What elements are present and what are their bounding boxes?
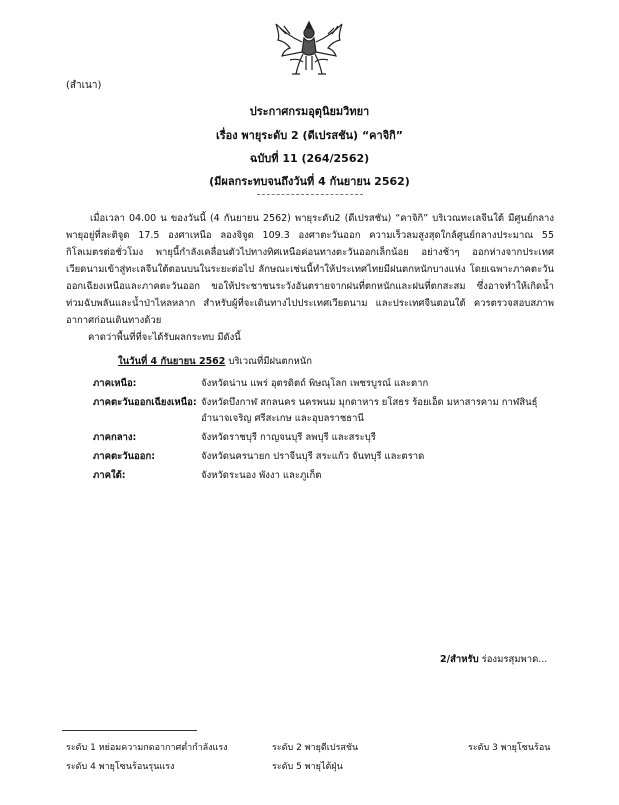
region-provinces: จังหวัดนครนายก ปราจีนบุรี สระแก้ว จันทบุรี และตราด	[201, 451, 425, 462]
region-provinces: จังหวัดบึงกาฬ สกลนคร นครพนม มุกดาหาร ยโสธร ร้อยเอ็ด มหาสารคาม กาฬสินธุ์ อำนาจเจริญ ศรีสะเกษ และอุบลราชธานี	[201, 397, 538, 424]
region-name: ภาคกลาง:	[93, 432, 137, 443]
legend-level-3: ระดับ 3 พายุโซนร้อน	[468, 743, 551, 753]
effective-period: (มีผลกระทบจนถึงวันที่ 4 กันยายน 2562)	[209, 175, 410, 188]
continuation-bold: 2/สำหรับ	[440, 654, 479, 665]
region-row	[93, 468, 563, 484]
copy-label: (สำเนา)	[66, 80, 102, 91]
region-provinces: จังหวัดราชบุรี กาญจนบุรี ลพบุรี และสระบุรี	[201, 432, 376, 443]
forecast-date-line	[118, 354, 312, 369]
forecast-date: ในวันที่ 4 กันยายน 2562	[118, 356, 226, 367]
issue-number: ฉบับที่ 11 (264/2562)	[249, 152, 370, 165]
region-row	[93, 395, 563, 427]
region-row	[93, 449, 563, 465]
region-row	[93, 376, 563, 392]
storm-name: “คาจิกิ”	[361, 129, 404, 142]
legend-level-1: ระดับ 1 หย่อมความกดอากาศต่ำกำลังแรง	[66, 743, 228, 753]
main-paragraph-text: เมื่อเวลา 04.00 น ของวันนี้ (4 กันยายน 2562) พายุระดับ2 (ดีเปรสชัน) “คาจิกิ” บริเวณทะเลจีนใต้ มีศูนย์กลางพายุอยู่ที่ละติจูด 17.5 องศาเหนือ ลองจิจูด 109.3 องศาตะวันออก ความเร็วลมสูงสุดใกล้ศูนย์กลางประมาณ 55 กิโลเมตรต่อชั่วโมง พายุนี้กำลังเคลื่อนตัวไปทางทิศเหนือค่อนทางตะวันออกเล็กน้อย อย่างช้าๆ ออกห่างจากประเทศเวียดนามเข้าสู่ทะเลจีนใต้ตอนบนในระยะต่อไป ลักษณะเช่นนี้ทำให้ประเทศไทยมีฝนตกหนักบางแห่ง โดยเฉพาะภาคตะวันออกเฉียงเหนือและภาคตะวันออก ขอให้ประชาชนระวังอันตรายจากฝนที่ตกหนักและฝนที่ตกสะสม ซึ่งอาจทำให้เกิดน้ำท่วมฉับพลันและน้ำป่าไหลหลาก สำหรับผู้ที่จะเดินทางไปประเทศเวียดนาม และประเทศจีนตอนใต้ ควรตรวจสอบสภาพอากาศก่อนเดินทางด้วย	[66, 213, 554, 326]
region-name: ภาคตะวันออกเฉียงเหนือ:	[93, 397, 197, 408]
footer-divider	[62, 730, 197, 731]
region-name: ภาคเหนือ:	[93, 378, 137, 389]
main-paragraph	[66, 210, 554, 329]
region-provinces: จังหวัดระนอง พังงา และภูเก็ต	[201, 470, 322, 481]
regions-list	[93, 376, 563, 487]
subject-prefix: เรื่อง พายุระดับ 2 (ดีเปรสชัน)	[215, 129, 359, 142]
region-provinces: จังหวัดน่าน แพร่ อุตรดิตถ์ พิษณุโลก เพชรบูรณ์ และตาก	[201, 378, 429, 389]
header-divider	[257, 194, 363, 195]
region-name: ภาคใต้:	[93, 470, 126, 481]
garuda-emblem-icon	[270, 18, 348, 80]
region-name: ภาคตะวันออก:	[93, 451, 156, 462]
continuation-note	[440, 652, 547, 667]
announcement-subject	[0, 126, 619, 144]
region-row	[93, 430, 563, 446]
announcement-title: ประกาศกรมอุตุนิยมวิทยา	[249, 105, 370, 118]
forecast-date-rest: บริเวณที่มีฝนตกหนัก	[225, 356, 312, 367]
legend-level-4: ระดับ 4 พายุโซนร้อนรุนแรง	[66, 762, 175, 772]
legend-level-2: ระดับ 2 พายุดีเปรสชัน	[272, 743, 359, 753]
legend-level-5: ระดับ 5 พายุไต้ฝุ่น	[272, 762, 343, 772]
forecast-intro: คาดว่าพื้นที่ที่จะได้รับผลกระทบ มีดังนี้	[88, 332, 241, 343]
continuation-rest: ร่องมรสุมพาด...	[478, 654, 548, 665]
